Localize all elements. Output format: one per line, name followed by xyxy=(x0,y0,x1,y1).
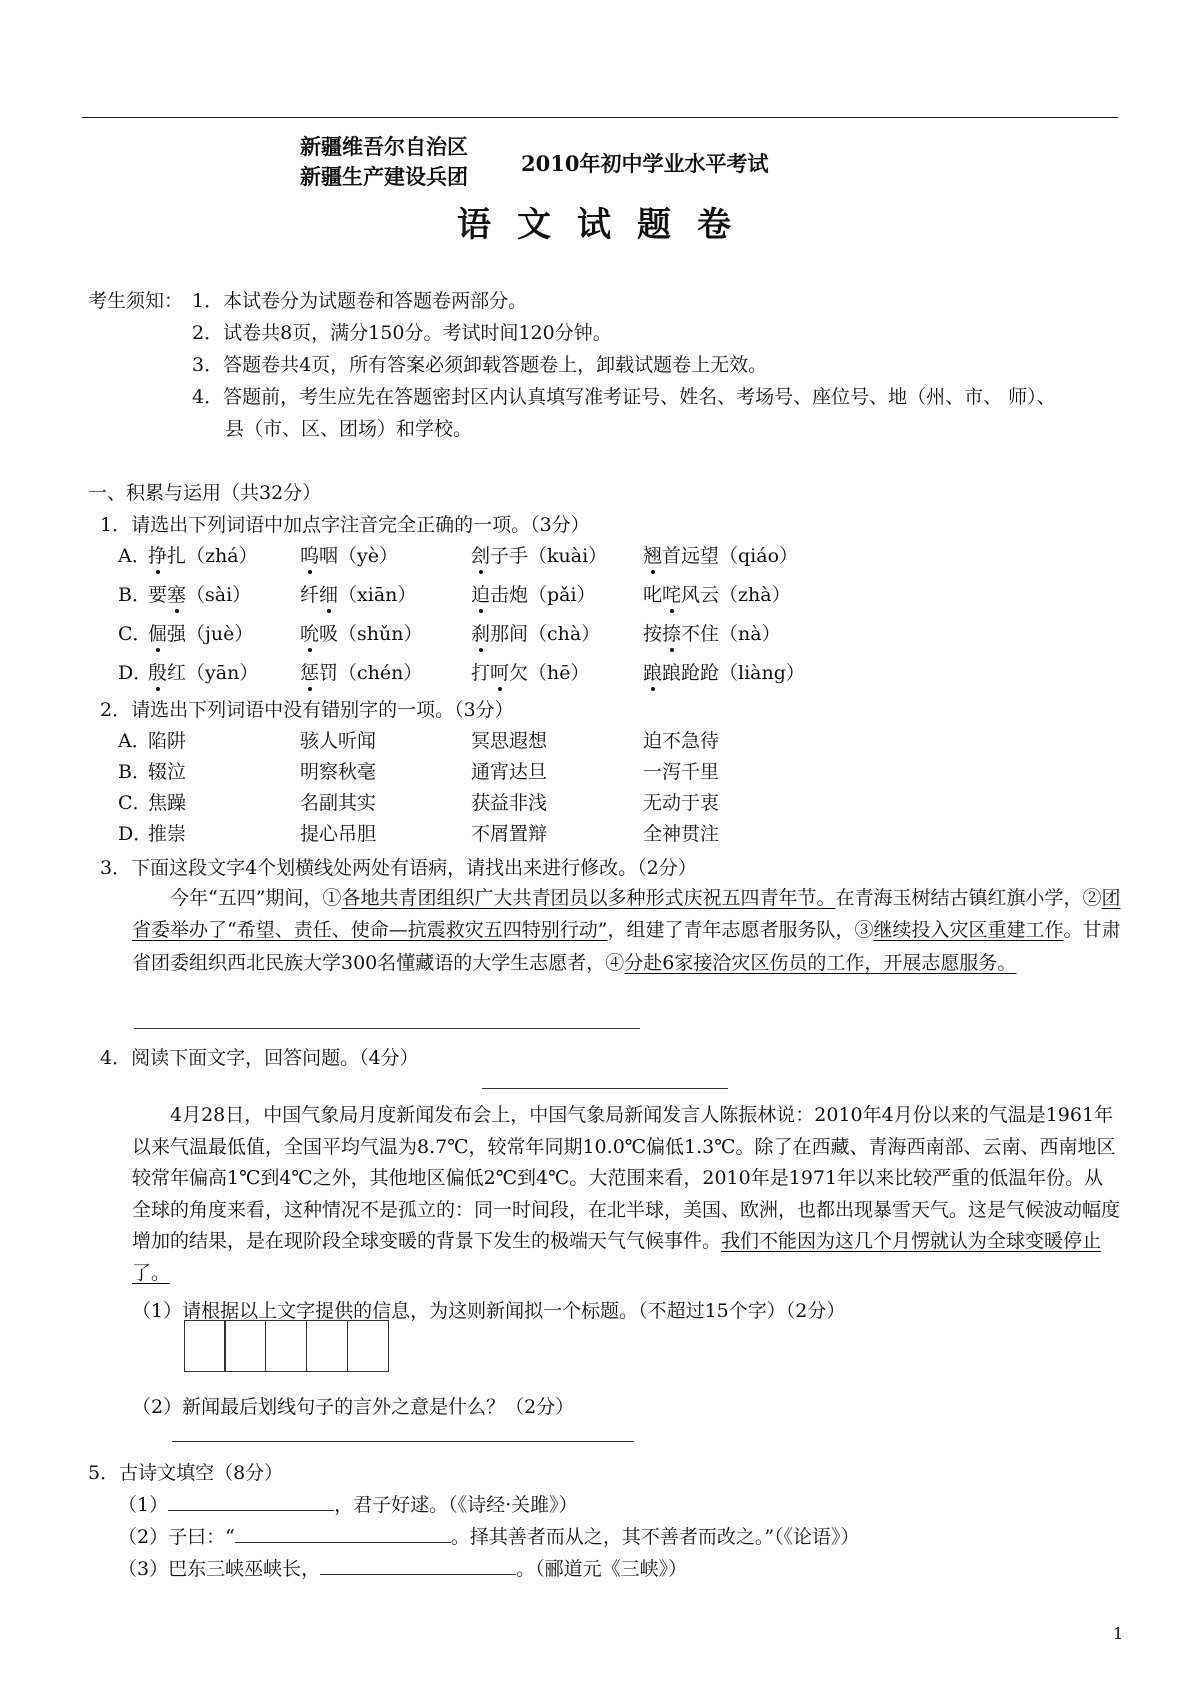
q1-word: 惩罚（chén） xyxy=(300,662,423,684)
q2-word: 通宵达旦 xyxy=(471,761,548,783)
q1-word: 迫击炮（pǎi） xyxy=(471,584,596,606)
q2-word: 无动于衷 xyxy=(643,792,720,814)
q3-passage xyxy=(132,882,1122,979)
q1-word: 叱咤风云（zhà） xyxy=(643,584,791,606)
dotted-char: 塞 xyxy=(167,584,187,606)
q2-word: 名副其实 xyxy=(300,792,377,814)
exam-name: 2010年初中学业水平考试 xyxy=(521,151,769,176)
notice-item: 1．本试卷分为试题卷和答题卷两部分。 xyxy=(192,290,528,312)
title-box[interactable] xyxy=(347,1320,389,1372)
q1-option-label[interactable]: A． xyxy=(118,545,151,567)
dotted-char: 翘 xyxy=(643,545,663,567)
q1-word: 按捺不住（nà） xyxy=(643,623,781,645)
q2-word: 辍泣 xyxy=(148,761,187,783)
q4-sub1: （1）请根据以上文字提供的信息，为这则新闻拟一个标题。（不超过15个字）（2分） xyxy=(132,1300,846,1322)
q2-stem: 2．请选出下列词语中没有错别字的一项。（3分） xyxy=(100,699,514,721)
q1-word: 倔强（juè） xyxy=(148,623,254,645)
q4-title-line[interactable] xyxy=(482,1088,728,1089)
notice-item: 县（市、区、团场）和学校。 xyxy=(225,418,473,440)
q2-word: 提心吊胆 xyxy=(300,823,377,845)
title-box[interactable] xyxy=(224,1320,266,1372)
q4-underlined-sentence: 我们不能因为这几个月愣就认为全球变暖停止了。 xyxy=(132,1230,1102,1284)
q4-passage-text: 4月28日，中国气象局月度新闻发布会上，中国气象局新闻发言人陈振林说：2010年4月份以来的气温是1961年以来气温最低值，全国平均气温为8.7℃，较常年同期10.0℃偏低1.3℃。除了在西藏、青海西南部、云南、西南地区较常年偏高1℃到4℃之外，其他地区偏低2℃到4℃。大范围来看，2010年是1971年以来比较严重的低温年份。从全球的角度来看，这种情况不是孤立的：同一时间段，在北半球，美国、欧洲，也都出现暴雪天气。这是气候波动幅度增加的结果，是在现阶段全球变暖的背景下发生的极端天气气候事件。 xyxy=(132,1104,1121,1253)
q2-word: 骇人听闻 xyxy=(300,730,377,752)
q5-line1 xyxy=(118,1490,578,1517)
q1-word: 刽子手（kuài） xyxy=(471,545,608,567)
paper-title: 语文试题卷 xyxy=(457,205,757,245)
notice-item: 2．试卷共8页，满分150分。考试时间120分钟。 xyxy=(192,322,612,344)
region-name-1: 新疆维吾尔自治区 xyxy=(300,134,468,159)
q2-word: 焦躁 xyxy=(148,792,187,814)
q1-word: 殷红（yān） xyxy=(148,662,259,684)
title-box[interactable] xyxy=(265,1320,307,1372)
q3-answer-line[interactable] xyxy=(134,1028,640,1029)
region-name-2: 新疆生产建设兵团 xyxy=(300,164,468,189)
dotted-char: 呵 xyxy=(490,662,510,684)
q3-underlined-segment: 继续投入灾区重建工作 xyxy=(873,919,1064,942)
q3-underlined-segment: 团省委举办了“希望、责任、使命—抗震救灾五四特别行动” xyxy=(132,887,1121,942)
q2-option-label[interactable]: B． xyxy=(118,761,151,783)
q2-word: 冥思遐想 xyxy=(471,730,548,752)
q5-blank2[interactable] xyxy=(235,1526,451,1543)
q4-passage xyxy=(132,1100,1122,1290)
q4-stem: 4．阅读下面文字，回答问题。（4分） xyxy=(100,1047,419,1069)
q1-word: 要塞（sài） xyxy=(148,584,252,606)
dotted-char: 咤 xyxy=(662,584,682,606)
q2-word: 全神贯注 xyxy=(643,823,720,845)
q2-word: 获益非浅 xyxy=(471,792,548,814)
dotted-char: 呜 xyxy=(300,545,320,567)
q5-stem: 5．古诗文填空（8分） xyxy=(88,1462,284,1484)
q5-line2-prefix: （2）子曰：“ xyxy=(118,1526,235,1548)
dotted-char: 细 xyxy=(319,584,339,606)
dotted-char: 刹 xyxy=(471,623,491,645)
dotted-char: 殷 xyxy=(148,662,168,684)
q3-underlined-segment: 各地共青团组织广大共青团员以多种形式庆祝五四青年节。 xyxy=(341,887,836,909)
q1-word: 吮吸（shǔn） xyxy=(300,623,423,645)
q5-line3-suffix: 。（郦道元《三峡》） xyxy=(516,1558,688,1580)
dotted-char: 倔 xyxy=(148,623,168,645)
q3-text-segment: 在青海玉树结古镇红旗小学，② xyxy=(835,887,1102,909)
title-box[interactable] xyxy=(184,1320,226,1372)
q2-word: 一泻千里 xyxy=(643,761,720,783)
q5-blank3[interactable] xyxy=(320,1558,516,1575)
section-heading: 一、积累与运用（共32分） xyxy=(88,482,322,504)
q2-option-label[interactable]: A． xyxy=(118,730,151,752)
top-rule xyxy=(82,117,1118,118)
q1-word: 挣扎（zhá） xyxy=(148,545,258,567)
q5-line2 xyxy=(118,1522,860,1549)
q5-line3 xyxy=(118,1554,687,1581)
q5-line1-prefix: （1） xyxy=(118,1494,169,1516)
q1-option-label[interactable]: D． xyxy=(118,662,153,684)
q1-word: 刹那间（chà） xyxy=(471,623,601,645)
q1-word: 打呵欠（hē） xyxy=(471,662,590,684)
dotted-char: 惩 xyxy=(300,662,320,684)
q1-word: 踉踉跄跄（liàng） xyxy=(643,662,805,684)
q3-stem: 3．下面这段文字4个划横线处两处有语病，请找出来进行修改。（2分） xyxy=(100,857,697,879)
q2-word: 不屑置辩 xyxy=(471,823,548,845)
q1-word: 纤细（xiān） xyxy=(300,584,417,606)
q1-stem: 1．请选出下列词语中加点字注音完全正确的一项。（3分） xyxy=(100,514,590,536)
q3-text-segment: 今年“五四”期间，① xyxy=(170,887,342,909)
q2-option-label[interactable]: D． xyxy=(118,823,153,845)
q5-line2-suffix: 。择其善者而从之，其不善者而改之。”（《论语》） xyxy=(450,1526,860,1548)
q1-option-label[interactable]: C． xyxy=(118,623,152,645)
dotted-char: 捺 xyxy=(662,623,682,645)
q3-text-segment: ，组建了青年志愿者服务队，③ xyxy=(607,919,874,942)
q5-line3-prefix: （3）巴东三峡巫峡长， xyxy=(118,1558,321,1580)
dotted-char: 踉 xyxy=(643,662,663,684)
q4-sub2: （2）新闻最后划线句子的言外之意是什么？（2分） xyxy=(132,1396,575,1418)
q4-answer-line[interactable] xyxy=(172,1441,634,1442)
title-box[interactable] xyxy=(306,1320,348,1372)
dotted-char: 吮 xyxy=(300,623,320,645)
dotted-char: 刽 xyxy=(471,545,491,567)
q3-text-segment: 。甘肃省团委组织西北民族大学300名懂藏语的大学生志愿者，④ xyxy=(132,919,1121,974)
q5-line1-suffix: ，君子好逑。（《诗经·关雎》） xyxy=(334,1494,578,1516)
q1-option-label[interactable]: B． xyxy=(118,584,151,606)
notice-label: 考生须知： xyxy=(88,290,184,312)
q2-word: 陷阱 xyxy=(148,730,187,752)
q3-underlined-segment: 分赴6家接洽灾区伤员的工作，开展志愿服务。 xyxy=(624,951,1017,974)
notice-item: 3．答题卷共4页，所有答案必须卸载答题卷上，卸载试题卷上无效。 xyxy=(192,354,768,376)
dotted-char: 迫 xyxy=(471,584,491,606)
q2-option-label[interactable]: C． xyxy=(118,792,152,814)
q1-word: 呜咽（yè） xyxy=(300,545,398,567)
q4-title-boxes[interactable] xyxy=(185,1320,389,1372)
notice-item: 4．答题前，考生应先在答题密封区内认真填写准考证号、姓名、考场号、座位号、地（州、市、 师）、 xyxy=(192,386,1056,408)
dotted-char: 挣 xyxy=(148,545,168,567)
q2-word: 推崇 xyxy=(148,823,187,845)
q2-word: 迫不急待 xyxy=(643,730,720,752)
q5-blank1[interactable] xyxy=(168,1494,334,1511)
page-number: 1 xyxy=(1113,1624,1124,1643)
q2-word: 明察秋毫 xyxy=(300,761,377,783)
q1-word: 翘首远望（qiáo） xyxy=(643,545,799,567)
